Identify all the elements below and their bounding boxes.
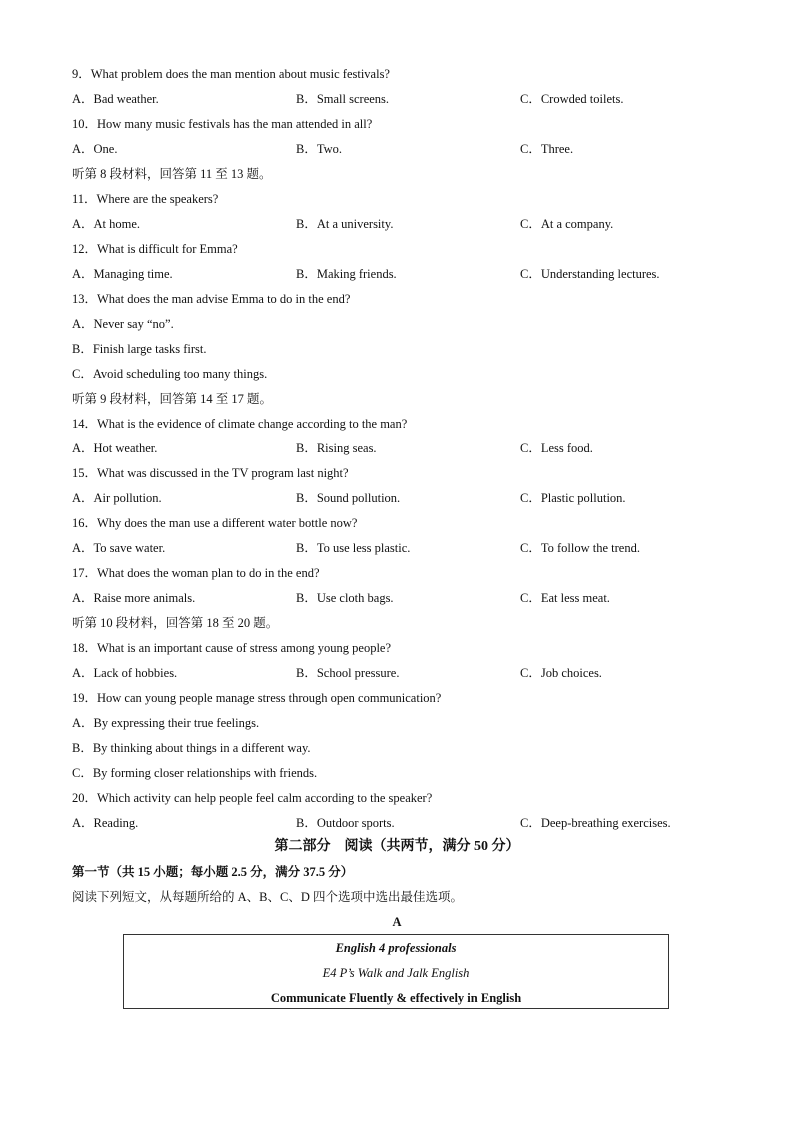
- question-20-option-b: B．Outdoor sports.: [296, 816, 395, 830]
- question-19-stem: 19．How can young people manage stress through open communication?: [72, 691, 442, 705]
- question-12-option-b: B．Making friends.: [296, 267, 397, 281]
- question-12-stem: 12．What is difficult for Emma?: [72, 242, 238, 256]
- question-10-stem: 10．How many music festivals has the man attended in all?: [72, 117, 373, 131]
- question-19-option-a: A．By expressing their true feelings.: [72, 716, 260, 730]
- question-20-stem: 20．Which activity can help people feel calm according to the speaker?: [72, 791, 433, 805]
- question-17-option-a: A．Raise more animals.: [72, 591, 196, 605]
- question-15-stem: 15．What was discussed in the TV program last night?: [72, 466, 349, 480]
- question-17-option-c: C．Eat less meat.: [520, 591, 610, 605]
- question-12-option-a: A．Managing time.: [72, 267, 173, 281]
- question-16-option-a: A．To save water.: [72, 541, 166, 555]
- passage-label: A: [392, 915, 402, 929]
- question-10-option-c: C．Three.: [520, 142, 574, 156]
- question-17-option-b: B．Use cloth bags.: [296, 591, 394, 605]
- question-17-stem: 17．What does the woman plan to do in the end?: [72, 566, 320, 580]
- question-12-option-c: C．Understanding lectures.: [520, 267, 660, 281]
- question-15-option-c: C．Plastic pollution.: [520, 491, 626, 505]
- part-2-title: 第二部分 阅读（共两节，满分 50 分）: [274, 839, 520, 854]
- question-9-option-a: A．Bad weather.: [72, 92, 159, 106]
- question-14-option-a: A．Hot weather.: [72, 441, 158, 455]
- question-13-option-a: A．Never say “no”.: [72, 317, 174, 331]
- question-13-stem: 13．What does the man advise Emma to do in the end?: [72, 292, 351, 306]
- reading-directions: 阅读下列短文，从每题所给的 A、B、C、D 四个选项中选出最佳选项。: [72, 890, 463, 904]
- question-19-option-b: B．By thinking about things in a different way.: [72, 741, 311, 755]
- question-16-option-c: C．To follow the trend.: [520, 541, 640, 555]
- question-15-option-b: B．Sound pollution.: [296, 491, 401, 505]
- question-16-stem: 16．Why does the man use a different water bottle now?: [72, 516, 358, 530]
- segment-10-instruction: 听第 10 段材料，回答第 18 至 20 题。: [72, 616, 279, 630]
- question-10-option-b: B．Two.: [296, 142, 343, 156]
- question-19-option-c: C．By forming closer relationships with friends.: [72, 766, 318, 780]
- box-subtitle: E4 P’s Walk and Jalk English: [322, 966, 470, 980]
- box-title: English 4 professionals: [335, 941, 457, 955]
- question-13-option-c: C．Avoid scheduling too many things.: [72, 367, 268, 381]
- question-18-option-c: C．Job choices.: [520, 666, 602, 680]
- box-tagline: Communicate Fluently & effectively in English: [270, 991, 522, 1005]
- segment-8-instruction: 听第 8 段材料，回答第 11 至 13 题。: [72, 167, 272, 181]
- section-1-heading: 第一节（共 15 小题；每小题 2.5 分，满分 37.5 分）: [72, 865, 354, 879]
- question-11-option-a: A．At home.: [72, 217, 141, 231]
- question-11-option-c: C．At a company.: [520, 217, 614, 231]
- question-11-option-b: B．At a university.: [296, 217, 394, 231]
- question-10-option-a: A．One.: [72, 142, 118, 156]
- question-9-option-b: B．Small screens.: [296, 92, 390, 106]
- question-15-option-a: A．Air pollution.: [72, 491, 162, 505]
- question-14-option-c: C．Less food.: [520, 441, 593, 455]
- question-14-stem: 14．What is the evidence of climate change according to the man?: [72, 417, 408, 431]
- question-20-option-c: C．Deep-breathing exercises.: [520, 816, 671, 830]
- question-18-stem: 18．What is an important cause of stress among young people?: [72, 641, 392, 655]
- question-20-option-a: A．Reading.: [72, 816, 139, 830]
- question-18-option-a: A．Lack of hobbies.: [72, 666, 178, 680]
- question-9-option-c: C．Crowded toilets.: [520, 92, 624, 106]
- question-14-option-b: B．Rising seas.: [296, 441, 377, 455]
- segment-9-instruction: 听第 9 段材料，回答第 14 至 17 题。: [72, 392, 273, 406]
- question-13-option-b: B．Finish large tasks first.: [72, 342, 207, 356]
- question-9-stem: 9．What problem does the man mention about music festivals?: [72, 67, 390, 81]
- question-18-option-b: B．School pressure.: [296, 666, 400, 680]
- question-11-stem: 11．Where are the speakers?: [72, 192, 219, 206]
- passage-a-box: [123, 934, 669, 1009]
- question-16-option-b: B．To use less plastic.: [296, 541, 411, 555]
